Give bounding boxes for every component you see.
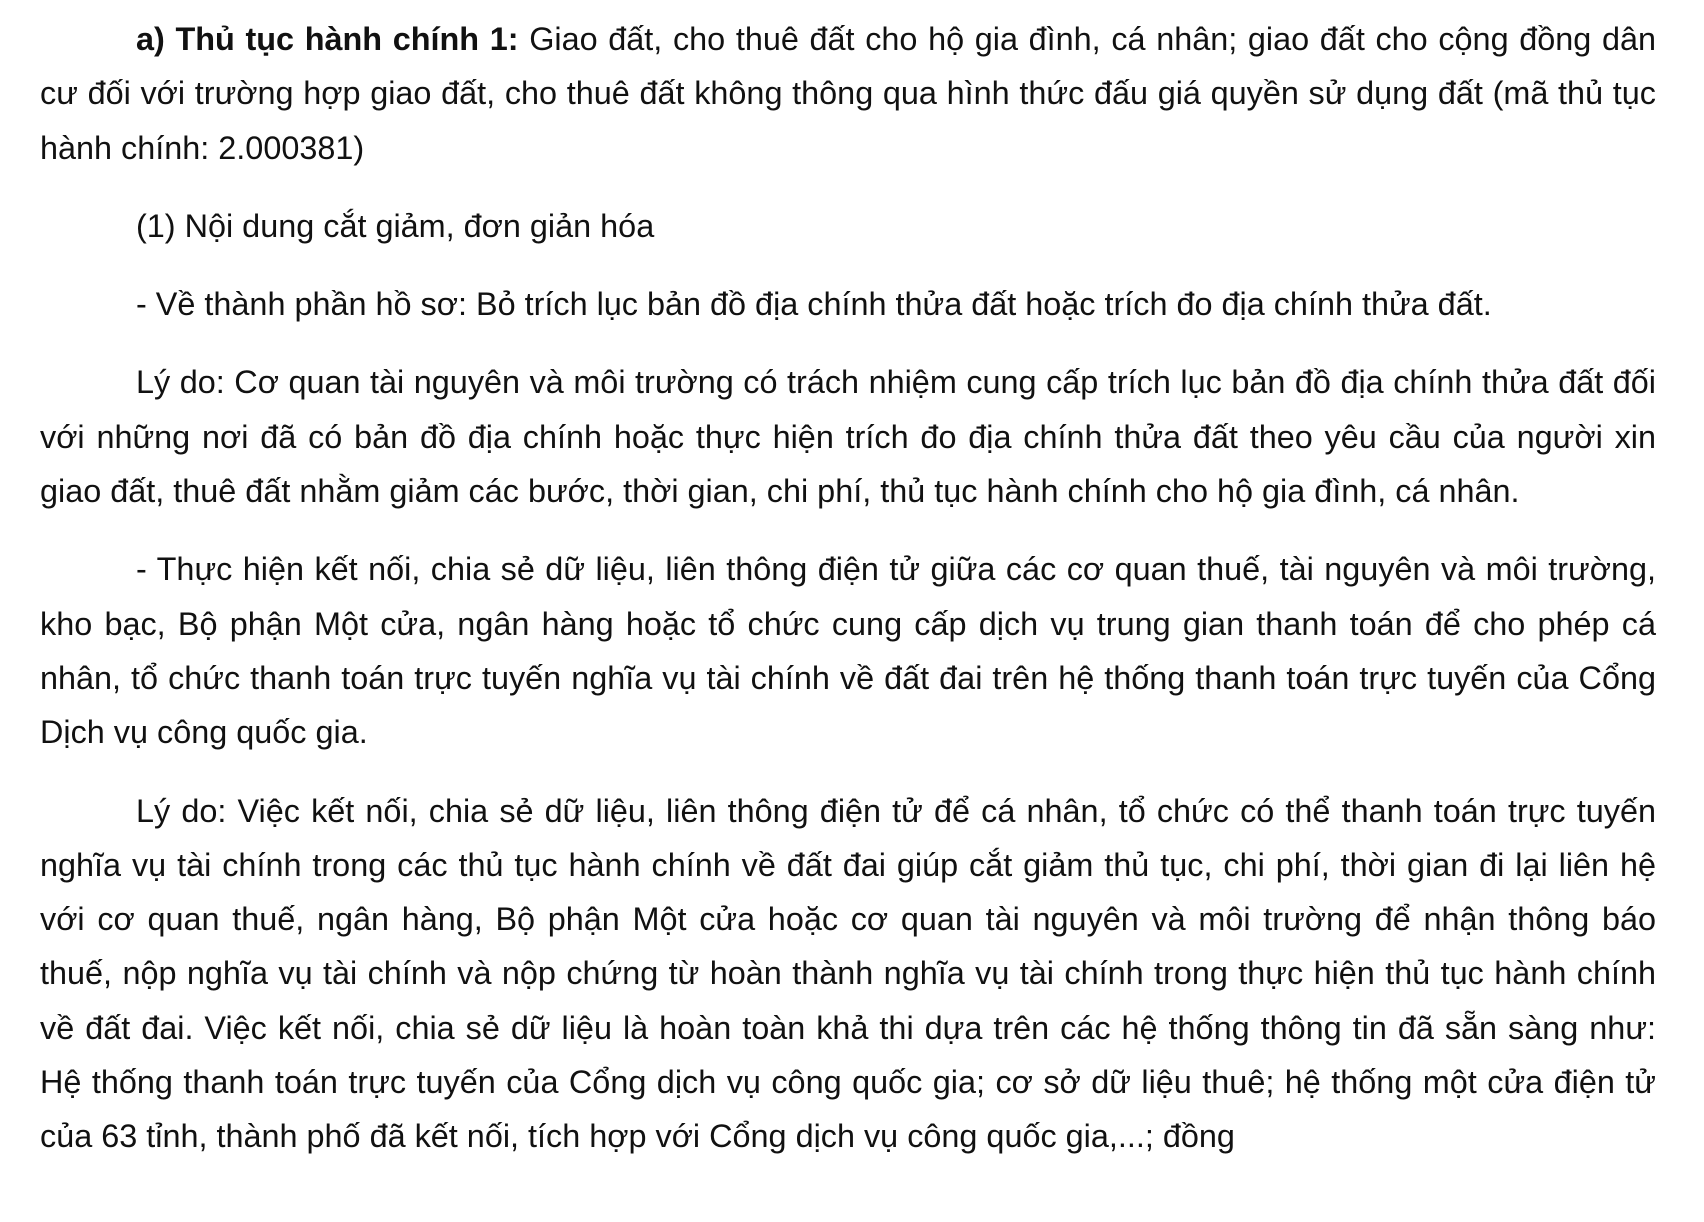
subsection-1-title: (1) Nội dung cắt giảm, đơn giản hóa	[136, 207, 655, 244]
reason-2-paragraph: Lý do: Việc kết nối, chia sẻ dữ liệu, liên thông điện tử để cá nhân, tổ chức có thể thanh toán trực tuyến nghĩa vụ tài chính trong các thủ tục hành chính về đất đai giúp cắt giảm thủ tục, chi phí, thời gian đi lại liên hệ với cơ quan thuế, ngân hàng, Bộ phận Một cửa hoặc cơ quan tài nguyên và môi trường để nhận thông báo thuế, nộp nghĩa vụ tài chính và nộp chứng từ hoàn thành nghĩa vụ tài chính trong thực hiện thủ tục hành chính về đất đai. Việc kết nối, chia sẻ dữ liệu là hoàn toàn khả thi dựa trên các hệ thống thông tin đã sẵn sàng như: Hệ thống thanh toán trực tuyến của Cổng dịch vụ công quốc gia; cơ sở dữ liệu thuê; hệ thống một cửa điện tử của 63 tỉnh, thành phố đã kết nối, tích hợp với Cổng dịch vụ công quốc gia,...; đồng	[40, 792, 1656, 1155]
reason-1-paragraph: Lý do: Cơ quan tài nguyên và môi trường có trách nhiệm cung cấp trích lục bản đồ địa chính thửa đất đối với những nơi đã có bản đồ địa chính hoặc thực hiện trích đo địa chính thửa đất theo yêu cầu của người xin giao đất, thuê đất nhằm giảm các bước, thời gian, chi phí, thủ tục hành chính cho hộ gia đình, cá nhân.	[40, 364, 1656, 510]
section-a-heading: a) Thủ tục hành chính 1:	[136, 21, 519, 57]
document-page	[40, 12, 1656, 1164]
section-a-text: Giao đất, cho thuê đất cho hộ gia đình, cá nhân; giao đất cho cộng đồng dân cư đối với trường hợp giao đất, cho thuê đất không thông qua hình thức đấu giá quyền sử dụng đất (mã thủ tục hành chính: 2.000381)	[40, 21, 1656, 166]
connect-item-paragraph: - Thực hiện kết nối, chia sẻ dữ liệu, liên thông điện tử giữa các cơ quan thuế, tài nguyên và môi trường, kho bạc, Bộ phận Một cửa, ngân hàng hoặc tổ chức cung cấp dịch vụ trung gian thanh toán để cho phép cá nhân, tổ chức thanh toán trực tuyến nghĩa vụ tài chính về đất đai trên hệ thống thanh toán trực tuyến của Cổng Dịch vụ công quốc gia.	[40, 551, 1656, 751]
section-a-paragraph	[40, 12, 1656, 175]
dossier-item-paragraph: - Về thành phần hồ sơ: Bỏ trích lục bản đồ địa chính thửa đất hoặc trích đo địa chính thửa đất.	[136, 286, 1492, 323]
